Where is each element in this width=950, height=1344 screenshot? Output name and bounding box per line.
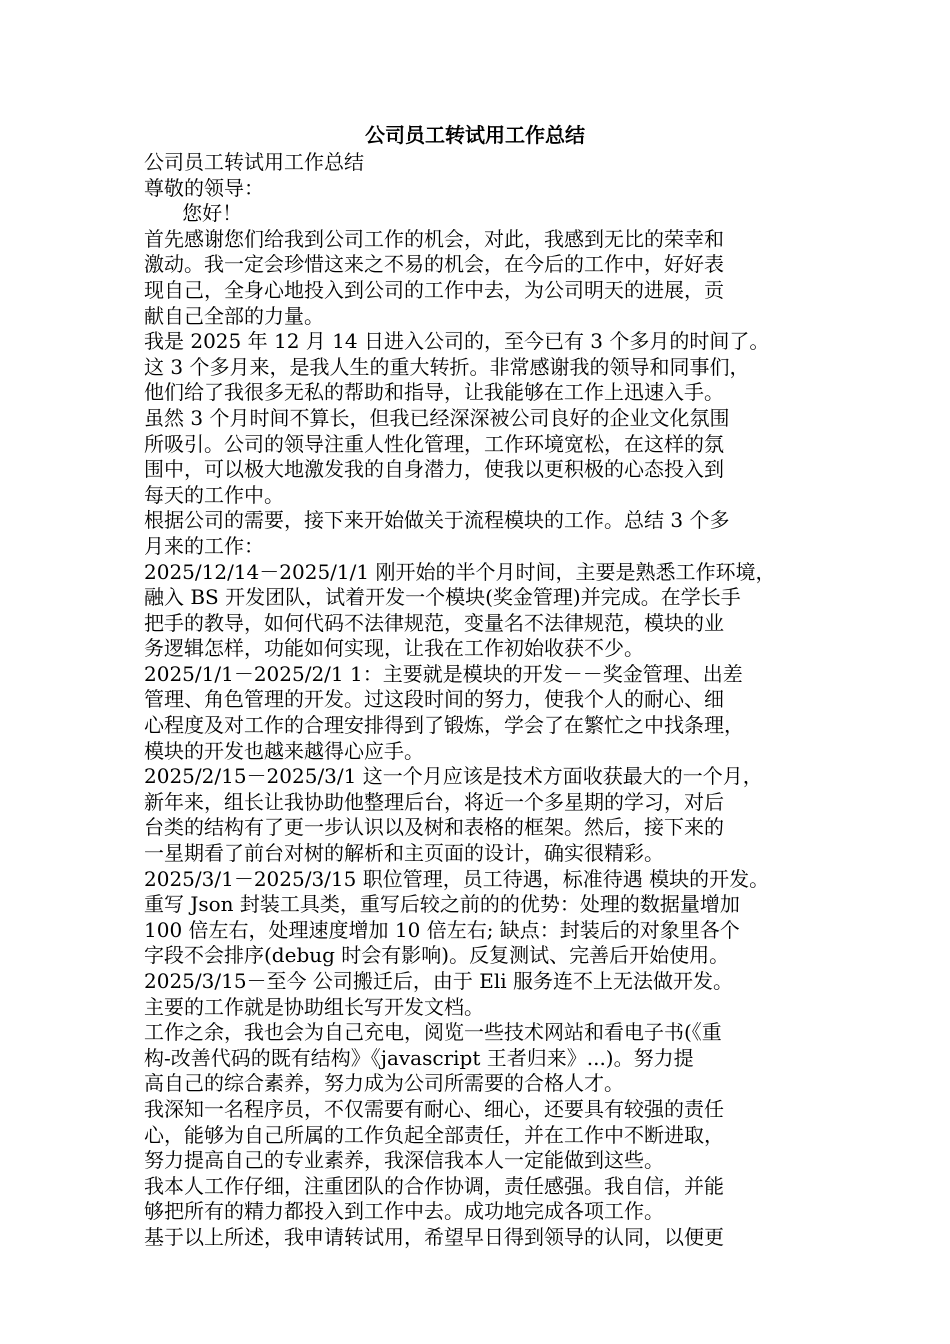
text-line: 2025/1/1－2025/2/1 1：主要就是模块的开发－－奖金管理、出差 — [144, 661, 743, 686]
text-line: 重写 Json 封装工具类，重写后较之前的的优势：处理的数据量增加 — [144, 892, 740, 917]
text-line: 新年来，组长让我协助他整理后台，将近一个多星期的学习，对后 — [144, 789, 724, 814]
text-line: 融入 BS 开发团队，试着开发一个模块(奖金管理)并完成。在学长手 — [144, 585, 741, 610]
text-line: 构-改善代码的既有结构》《javascript 王者归来》...)。努力提 — [144, 1045, 694, 1070]
text-line: 所吸引。公司的领导注重人性化管理，工作环境宽松，在这样的氛 — [144, 431, 724, 456]
text-line: 100 倍左右，处理速度增加 10 倍左右; 缺点：封装后的对象里各个 — [144, 917, 740, 942]
text-line: 他们给了我很多无私的帮助和指导，让我能够在工作上迅速入手。 — [144, 380, 724, 405]
text-line: 努力提高自己的专业素养，我深信我本人一定能做到这些。 — [144, 1148, 664, 1173]
text-line: 模块的开发也越来越得心应手。 — [144, 738, 424, 763]
text-line: 管理、角色管理的开发。过这段时间的努力，使我个人的耐心、细 — [144, 687, 724, 712]
text-line: 务逻辑怎样，功能如何实现，让我在工作初始收获不少。 — [144, 636, 644, 661]
text-line: 我是 2025 年 12 月 14 日进入公司的，至今已有 3 个多月的时间了。 — [144, 329, 770, 354]
text-line: 高自己的综合素养，努力成为公司所需要的合格人才。 — [144, 1071, 624, 1096]
text-line: 2025/2/15－2025/3/1 这一个月应该是技术方面收获最大的一个月， — [144, 764, 763, 789]
text-line: 2025/3/15－至今 公司搬迁后，由于 Eli 服务连不上无法做开发。 — [144, 969, 734, 993]
text-line: 激动。我一定会珍惜这来之不易的机会，在今后的工作中，好好表 — [144, 252, 724, 277]
document-body — [144, 150, 812, 1251]
text-line: 心，能够为自己所属的工作负起全部责任，并在工作中不断进取， — [144, 1122, 724, 1147]
text-line: 主要的工作就是协助组长写开发文档。 — [144, 994, 484, 1019]
text-line: 一星期看了前台对树的解析和主页面的设计，确实很精彩。 — [144, 841, 664, 866]
text-line: 基于以上所述，我申请转试用，希望早日得到领导的认同，以便更 — [144, 1224, 724, 1249]
text-line: 台类的结构有了更一步认识以及树和表格的框架。然后，接下来的 — [144, 815, 724, 840]
text-line: 首先感谢您们给我到公司工作的机会，对此，我感到无比的荣幸和 — [144, 226, 724, 251]
text-line: 您好！ — [144, 201, 243, 226]
text-line: 字段不会排序(debug 时会有影响)。反复测试、完善后开始使用。 — [144, 943, 730, 968]
text-line: 每天的工作中。 — [144, 482, 284, 507]
text-line: 够把所有的精力都投入到工作中去。成功地完成各项工作。 — [144, 1199, 664, 1224]
text-line: 月来的工作： — [144, 533, 264, 558]
text-line: 心程度及对工作的合理安排得到了锻炼，学会了在繁忙之中找条理， — [144, 713, 744, 738]
text-line: 献自己全部的力量。 — [144, 303, 324, 328]
text-line: 2025/3/1－2025/3/15 职位管理，员工待遇，标准待遇 模块的开发。 — [144, 866, 770, 891]
text-line: 2025/12/14－2025/1/1 刚开始的半个月时间，主要是熟悉工作环境， — [144, 559, 776, 584]
text-line: 尊敬的领导： — [144, 175, 264, 200]
text-line: 围中，可以极大地激发我的自身潜力，使我以更积极的心态投入到 — [144, 457, 724, 482]
text-line: 把手的教导，如何代码不法律规范，变量名不法律规范，模块的业 — [144, 610, 724, 635]
text-line: 我深知一名程序员，不仅需要有耐心、细心，还要具有较强的责任 — [144, 1096, 724, 1121]
text-line: 根据公司的需要，接下来开始做关于流程模块的工作。总结 3 个多 — [144, 508, 730, 533]
text-line: 我本人工作仔细，注重团队的合作协调，责任感强。我自信，并能 — [144, 1173, 724, 1198]
text-line: 公司员工转试用工作总结 — [144, 150, 364, 174]
text-line: 现自己，全身心地投入到公司的工作中去，为公司明天的进展，贡 — [144, 277, 724, 302]
text-line: 虽然 3 个月时间不算长，但我已经深深被公司良好的企业文化氛围 — [144, 405, 730, 430]
text-line: 这 3 个多月来，是我人生的重大转折。非常感谢我的领导和同事们， — [144, 354, 750, 379]
text-line: 工作之余，我也会为自己充电，阅览一些技术网站和看电子书(《重 — [144, 1020, 722, 1045]
document-title: 公司员工转试用工作总结 — [365, 123, 585, 147]
